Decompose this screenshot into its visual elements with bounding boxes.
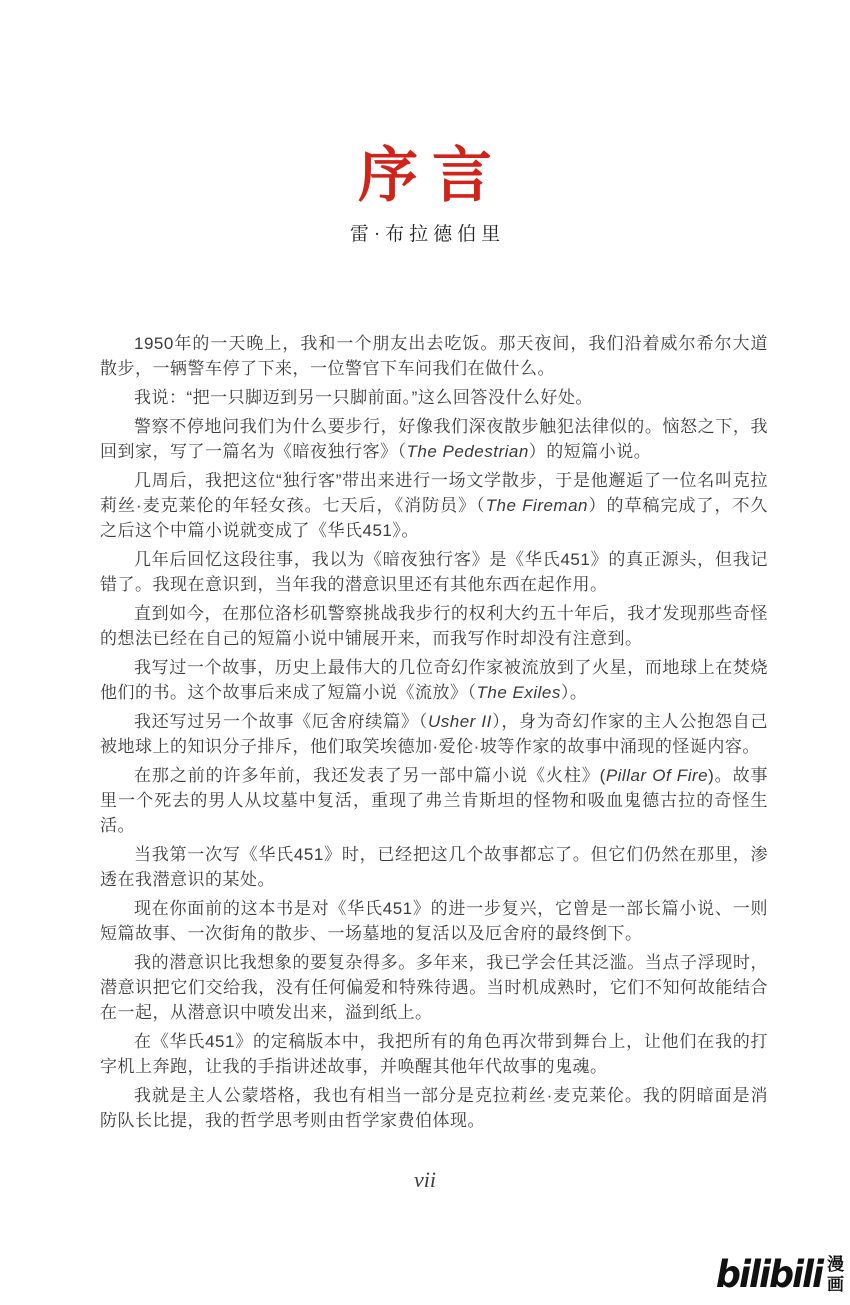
paragraph-text: 我说：“把一只脚迈到另一只脚前面。”这么回答没什么好处。 — [134, 388, 593, 407]
paragraph — [100, 601, 768, 651]
paragraph-text: ）。 — [560, 683, 588, 702]
paragraph-text: 我就是主人公蒙塔格，我也有相当一部分是克拉莉丝·麦克莱伦。我的阴暗面是消防队长比提，我的哲学思考则由哲学家费伯体现。 — [100, 1086, 768, 1130]
paragraph-text: 1950年的一天晚上，我和一个朋友出去吃饭。那天夜间，我们沿着威尔希尔大道散步，一辆警车停了下来，一位警官下车问我们在做什么。 — [100, 334, 768, 378]
paragraph — [100, 709, 768, 759]
paragraph — [100, 331, 768, 381]
western-title-text: Pillar Of Fire — [605, 766, 709, 785]
paragraph-text: ）的短篇小说。 — [528, 442, 652, 461]
paragraph-text: 我写过一个故事，历史上最伟大的几位奇幻作家被流放到了火星，而地球上在焚烧他们的书。这个故事后来成了短篇小说《流放》（ — [100, 658, 768, 702]
western-title-text: Usher II — [427, 712, 492, 731]
bilibili-manga-logo — [716, 1255, 844, 1295]
paragraph-text: ），身为奇幻作家的主人公抱怨自己被地球上的知识分子排斥，他们取笑埃德加·爱伦·坡等作家的故事中涌现的怪诞内容。 — [100, 712, 768, 756]
paragraph-text: 在《华氏451》的定稿版本中，我把所有的角色再次带到舞台上，让他们在我的打字机上奔跑，让我的手指讲述故事，并唤醒其他年代故事的鬼魂。 — [100, 1032, 768, 1076]
paragraph-text: 几周后，我把这位“独行客”带出来进行一场文学散步，于是他邂逅了一位名叫克拉莉丝·麦克莱伦的年轻女孩。七天后，《消防员》（ — [100, 471, 768, 515]
paragraph-text: 当我第一次写《华氏451》时，已经把这几个故事都忘了。但它们仍然在那里，渗透在我潜意识的某处。 — [100, 845, 768, 889]
paragraph — [100, 547, 768, 597]
paragraph-text: 几年后回忆这段往事，我以为《暗夜独行客》是《华氏451》的真正源头，但我记错了。我现在意识到，当年我的潜意识里还有其他东西在起作用。 — [100, 550, 768, 594]
western-title-text: The Pedestrian — [406, 442, 529, 461]
paragraph — [100, 385, 768, 410]
paragraph-text: )。故事里一个死去的男人从坟墓中复活，重现了弗兰肯斯坦的怪物和吸血鬼德古拉的奇怪生活。 — [100, 766, 768, 835]
preface-body — [100, 331, 768, 1137]
paragraph-text: 我还写过另一个故事《厄舍府续篇》（ — [134, 712, 428, 731]
manga-label-bottom: 画 — [827, 1275, 844, 1294]
western-title-text: The Fireman — [485, 496, 589, 515]
paragraph-text: 警察不停地问我们为什么要步行，好像我们深夜散步触犯法律似的。恼怒之下，我回到家，写了一篇名为《暗夜独行客》（ — [100, 417, 768, 461]
page-title: 序言 — [358, 143, 506, 209]
paragraph-text: 我的潜意识比我想象的要复杂得多。多年来，我已学会任其泛滥。当点子浮现时，潜意识把它们交给我，没有任何偏爱和特殊待遇。当时机成熟时，它们不知何故能结合在一起，从潜意识中喷发出来，溢到纸上。 — [100, 953, 768, 1022]
author-name: 雷·布拉德伯里 — [349, 224, 506, 245]
paragraph — [100, 414, 768, 464]
page-number: vii — [414, 1167, 436, 1192]
manga-label-top: 漫 — [827, 1255, 844, 1274]
paragraph — [100, 950, 768, 1025]
western-title-text: The Exiles — [476, 683, 561, 702]
paragraph — [100, 896, 768, 946]
paragraph-text: ）的草稿完成了，不久之后这个中篇小说就变成了《华氏451》。 — [100, 496, 769, 540]
paragraph — [100, 1029, 768, 1079]
paragraph-text: 在那之前的许多年前，我还发表了另一部中篇小说《火柱》( — [134, 766, 606, 785]
paragraph-text: 直到如今，在那位洛杉矶警察挑战我步行的权利大约五十年后，我才发现那些奇怪的想法已经在自己的短篇小说中铺展开来，而我写作时却没有注意到。 — [100, 604, 768, 648]
paragraph — [100, 468, 768, 543]
bilibili-wordmark: bilibili — [715, 1253, 822, 1297]
paragraph-text: 现在你面前的这本书是对《华氏451》的进一步复兴，它曾是一部长篇小说、一则短篇故事、一次街角的散步、一场墓地的复活以及厄舍府的最终倒下。 — [100, 899, 768, 943]
paragraph — [100, 763, 768, 838]
paragraph — [100, 842, 768, 892]
paragraph — [100, 1083, 768, 1133]
paragraph — [100, 655, 768, 705]
manga-label — [827, 1255, 844, 1295]
